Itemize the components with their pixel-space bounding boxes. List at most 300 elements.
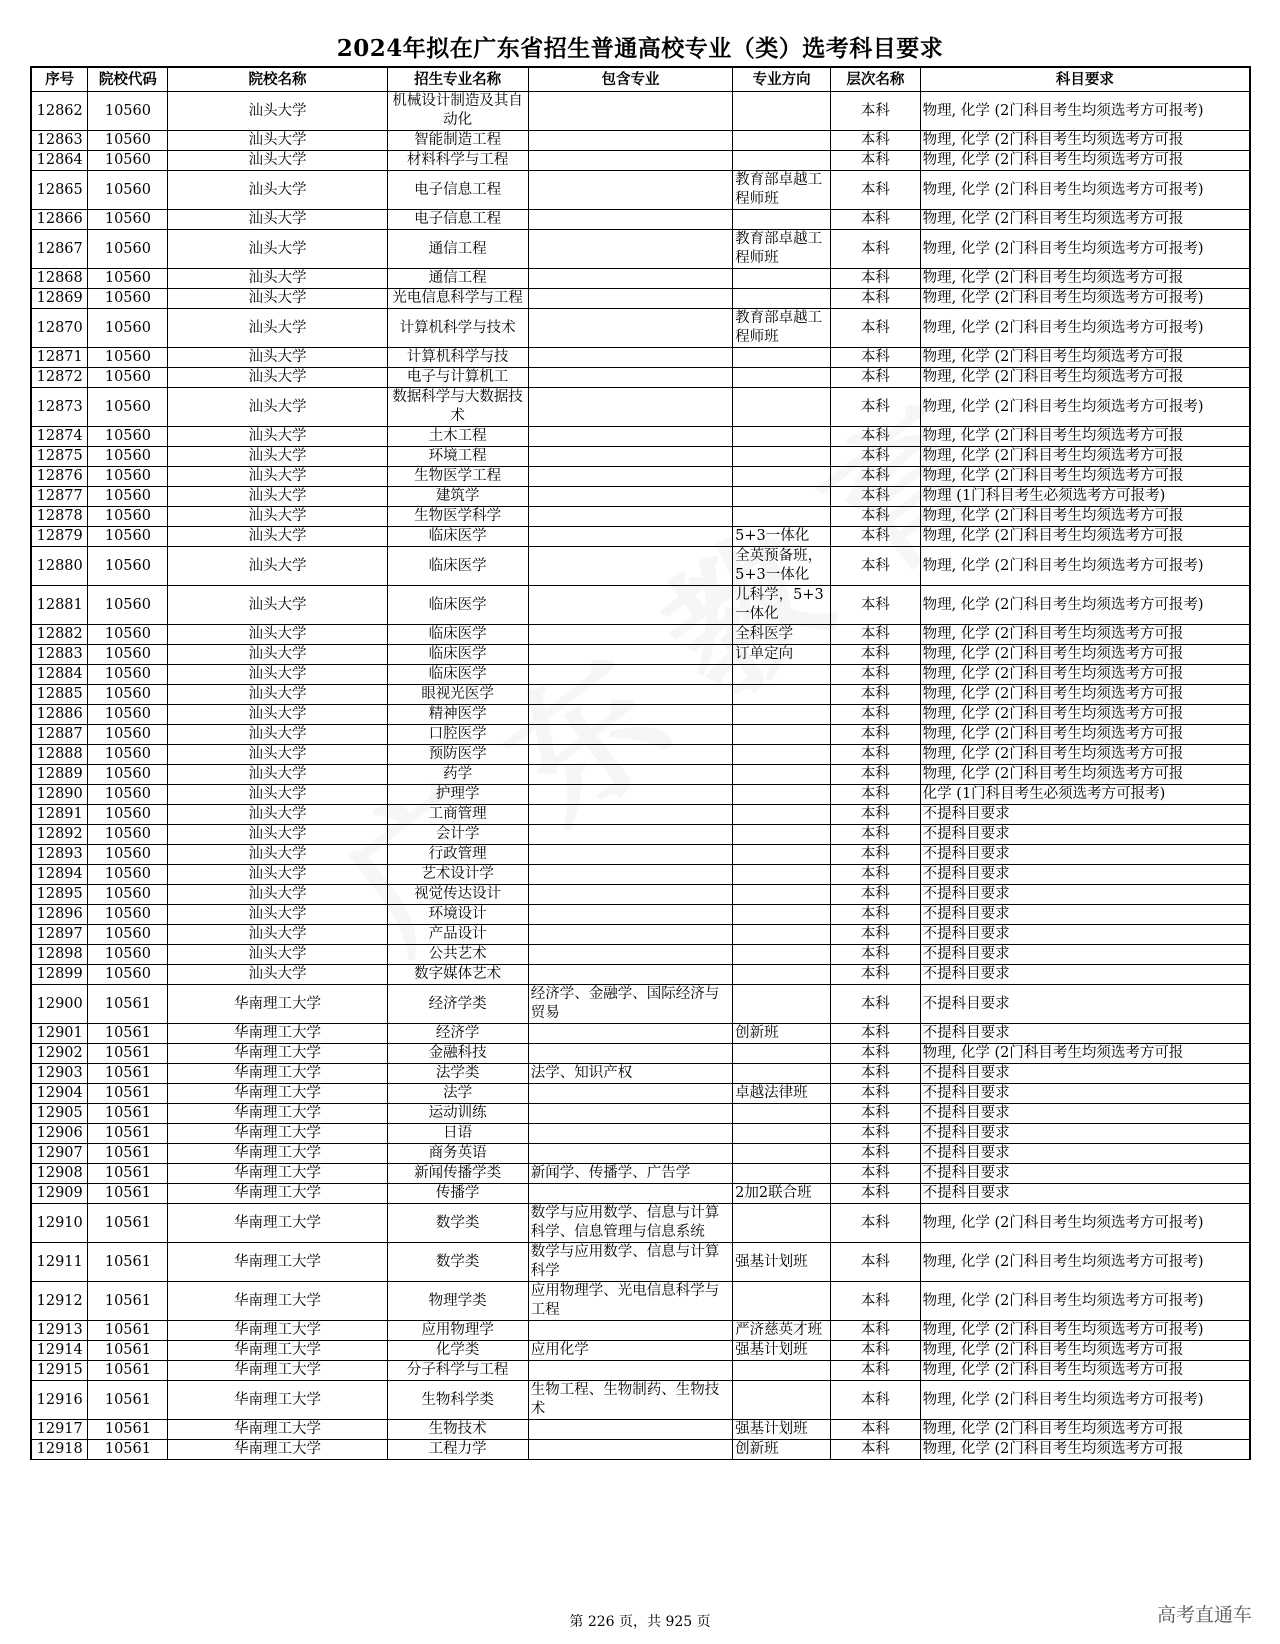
cell-included-majors — [528, 785, 732, 805]
table-row — [31, 131, 1250, 151]
cell-school-code: 10560 — [88, 945, 168, 965]
cell-direction — [733, 467, 831, 487]
table-row — [31, 1144, 1250, 1164]
cell-included-majors — [528, 92, 732, 131]
cell-included-majors — [528, 805, 732, 825]
cell-included-majors: 应用物理学、光电信息科学与工程 — [528, 1282, 732, 1321]
cell-direction: 创新班 — [733, 1024, 831, 1044]
cell-subject-requirement: 物理, 化学 (2门科目考生均须选考方可报 — [920, 625, 1250, 645]
cell-direction — [733, 507, 831, 527]
cell-level: 本科 — [831, 945, 921, 965]
table-row — [31, 467, 1250, 487]
cell-level: 本科 — [831, 925, 921, 945]
cell-direction — [733, 427, 831, 447]
cell-major-name: 传播学 — [387, 1184, 528, 1204]
cell-level: 本科 — [831, 171, 921, 210]
cell-major-name: 环境工程 — [387, 447, 528, 467]
cell-major-name: 临床医学 — [387, 645, 528, 665]
cell-seq: 12911 — [31, 1243, 88, 1282]
cell-level: 本科 — [831, 1164, 921, 1184]
cell-major-name: 公共艺术 — [387, 945, 528, 965]
table-row — [31, 1164, 1250, 1184]
cell-direction — [733, 665, 831, 685]
cell-direction — [733, 965, 831, 985]
cell-school-code: 10560 — [88, 645, 168, 665]
cell-included-majors: 经济学、金融学、国际经济与贸易 — [528, 985, 732, 1024]
cell-school-code: 10560 — [88, 309, 168, 348]
cell-major-name: 口腔医学 — [387, 725, 528, 745]
cell-school-name: 华南理工大学 — [168, 1164, 387, 1184]
cell-seq: 12867 — [31, 230, 88, 269]
cell-school-code: 10561 — [88, 1024, 168, 1044]
cell-seq: 12908 — [31, 1164, 88, 1184]
table-row — [31, 1282, 1250, 1321]
cell-school-name: 华南理工大学 — [168, 1243, 387, 1282]
cell-school-name: 汕头大学 — [168, 625, 387, 645]
cell-school-name: 汕头大学 — [168, 467, 387, 487]
cell-subject-requirement: 不提科目要求 — [920, 885, 1250, 905]
cell-subject-requirement: 不提科目要求 — [920, 925, 1250, 945]
cell-subject-requirement: 物理, 化学 (2门科目考生均须选考方可报 — [920, 131, 1250, 151]
cell-school-code: 10560 — [88, 685, 168, 705]
cell-school-name: 汕头大学 — [168, 487, 387, 507]
table-row — [31, 507, 1250, 527]
cell-school-code: 10560 — [88, 965, 168, 985]
cell-school-code: 10561 — [88, 985, 168, 1024]
table-row — [31, 825, 1250, 845]
cell-major-name: 临床医学 — [387, 665, 528, 685]
cell-subject-requirement: 物理, 化学 (2门科目考生均须选考方可报 — [920, 269, 1250, 289]
cell-level: 本科 — [831, 289, 921, 309]
cell-seq: 12899 — [31, 965, 88, 985]
cell-seq: 12866 — [31, 210, 88, 230]
cell-direction: 5+3一体化 — [733, 527, 831, 547]
cell-level: 本科 — [831, 230, 921, 269]
cell-seq: 12875 — [31, 447, 88, 467]
cell-seq: 12907 — [31, 1144, 88, 1164]
cell-major-name: 数学类 — [387, 1243, 528, 1282]
col-header-level: 层次名称 — [831, 67, 921, 92]
cell-level: 本科 — [831, 885, 921, 905]
cell-subject-requirement: 物理, 化学 (2门科目考生均须选考方可报 — [920, 507, 1250, 527]
cell-included-majors: 法学、知识产权 — [528, 1064, 732, 1084]
cell-level: 本科 — [831, 805, 921, 825]
cell-subject-requirement: 物理, 化学 (2门科目考生均须选考方可报考) — [920, 171, 1250, 210]
cell-level: 本科 — [831, 1124, 921, 1144]
table-body — [31, 92, 1250, 1460]
cell-seq: 12891 — [31, 805, 88, 825]
cell-level: 本科 — [831, 1104, 921, 1124]
cell-school-name: 汕头大学 — [168, 131, 387, 151]
cell-school-code: 10560 — [88, 527, 168, 547]
cell-subject-requirement: 物理, 化学 (2门科目考生均须选考方可报考) — [920, 1321, 1250, 1341]
cell-direction — [733, 1104, 831, 1124]
cell-major-name: 机械设计制造及其自动化 — [387, 92, 528, 131]
cell-seq: 12880 — [31, 547, 88, 586]
cell-school-code: 10561 — [88, 1381, 168, 1420]
cell-major-name: 商务英语 — [387, 1144, 528, 1164]
cell-school-code: 10560 — [88, 625, 168, 645]
cell-direction — [733, 1361, 831, 1381]
cell-major-name: 生物技术 — [387, 1420, 528, 1440]
cell-school-code: 10560 — [88, 805, 168, 825]
cell-school-name: 汕头大学 — [168, 348, 387, 368]
cell-level: 本科 — [831, 467, 921, 487]
cell-included-majors — [528, 1184, 732, 1204]
table-row — [31, 269, 1250, 289]
cell-subject-requirement: 不提科目要求 — [920, 1064, 1250, 1084]
col-header-major-name: 招生专业名称 — [387, 67, 528, 92]
cell-direction: 儿科学，5+3一体化 — [733, 586, 831, 625]
cell-included-majors — [528, 309, 732, 348]
cell-major-name: 化学类 — [387, 1341, 528, 1361]
cell-major-name: 土木工程 — [387, 427, 528, 447]
cell-level: 本科 — [831, 1044, 921, 1064]
cell-subject-requirement: 物理, 化学 (2门科目考生均须选考方可报 — [920, 1044, 1250, 1064]
table-row — [31, 1084, 1250, 1104]
cell-major-name: 材料科学与工程 — [387, 151, 528, 171]
cell-seq: 12898 — [31, 945, 88, 965]
table-row — [31, 527, 1250, 547]
cell-school-code: 10560 — [88, 348, 168, 368]
cell-seq: 12871 — [31, 348, 88, 368]
cell-school-code: 10561 — [88, 1044, 168, 1064]
cell-school-code: 10561 — [88, 1243, 168, 1282]
cell-major-name: 电子信息工程 — [387, 171, 528, 210]
cell-school-name: 汕头大学 — [168, 447, 387, 467]
cell-school-code: 10560 — [88, 845, 168, 865]
table-row — [31, 785, 1250, 805]
cell-major-name: 精神医学 — [387, 705, 528, 725]
cell-seq: 12886 — [31, 705, 88, 725]
col-header-included-majors: 包含专业 — [528, 67, 732, 92]
cell-seq: 12887 — [31, 725, 88, 745]
cell-level: 本科 — [831, 1440, 921, 1460]
cell-school-name: 汕头大学 — [168, 765, 387, 785]
col-header-school-name: 院校名称 — [168, 67, 387, 92]
cell-school-name: 汕头大学 — [168, 825, 387, 845]
cell-school-name: 汕头大学 — [168, 645, 387, 665]
cell-school-name: 汕头大学 — [168, 845, 387, 865]
cell-included-majors — [528, 586, 732, 625]
cell-major-name: 分子科学与工程 — [387, 1361, 528, 1381]
cell-direction: 全科医学 — [733, 625, 831, 645]
cell-school-name: 华南理工大学 — [168, 1282, 387, 1321]
cell-subject-requirement: 物理, 化学 (2门科目考生均须选考方可报 — [920, 348, 1250, 368]
cell-subject-requirement: 不提科目要求 — [920, 1124, 1250, 1144]
cell-included-majors — [528, 685, 732, 705]
cell-school-code: 10560 — [88, 210, 168, 230]
cell-included-majors — [528, 1321, 732, 1341]
cell-major-name: 计算机科学与技术 — [387, 309, 528, 348]
cell-school-code: 10560 — [88, 825, 168, 845]
table-row — [31, 230, 1250, 269]
cell-direction: 2加2联合班 — [733, 1184, 831, 1204]
cell-level: 本科 — [831, 210, 921, 230]
cell-subject-requirement: 不提科目要求 — [920, 865, 1250, 885]
cell-direction: 全英预备班，5+3一体化 — [733, 547, 831, 586]
cell-level: 本科 — [831, 527, 921, 547]
cell-major-name: 眼视光医学 — [387, 685, 528, 705]
cell-level: 本科 — [831, 745, 921, 765]
cell-major-name: 通信工程 — [387, 269, 528, 289]
cell-direction: 强基计划班 — [733, 1341, 831, 1361]
cell-included-majors — [528, 945, 732, 965]
cell-subject-requirement: 不提科目要求 — [920, 1184, 1250, 1204]
cell-direction — [733, 925, 831, 945]
cell-subject-requirement: 物理, 化学 (2门科目考生均须选考方可报 — [920, 368, 1250, 388]
table-row — [31, 1104, 1250, 1124]
cell-direction — [733, 985, 831, 1024]
cell-school-code: 10560 — [88, 905, 168, 925]
cell-seq: 12897 — [31, 925, 88, 945]
cell-included-majors — [528, 965, 732, 985]
cell-seq: 12878 — [31, 507, 88, 527]
cell-major-name: 生物医学科学 — [387, 507, 528, 527]
cell-level: 本科 — [831, 685, 921, 705]
col-header-school-code: 院校代码 — [88, 67, 168, 92]
cell-major-name: 法学类 — [387, 1064, 528, 1084]
table-row — [31, 705, 1250, 725]
cell-school-code: 10560 — [88, 785, 168, 805]
cell-included-majors — [528, 645, 732, 665]
cell-school-code: 10561 — [88, 1341, 168, 1361]
table-row — [31, 685, 1250, 705]
cell-school-name: 汕头大学 — [168, 905, 387, 925]
cell-school-name: 汕头大学 — [168, 269, 387, 289]
cell-level: 本科 — [831, 1064, 921, 1084]
cell-direction — [733, 1144, 831, 1164]
cell-major-name: 数学类 — [387, 1204, 528, 1243]
cell-level: 本科 — [831, 507, 921, 527]
cell-school-code: 10560 — [88, 388, 168, 427]
cell-subject-requirement: 物理, 化学 (2门科目考生均须选考方可报考) — [920, 1282, 1250, 1321]
cell-major-name: 经济学类 — [387, 985, 528, 1024]
cell-school-code: 10561 — [88, 1321, 168, 1341]
cell-school-code: 10561 — [88, 1184, 168, 1204]
cell-seq: 12873 — [31, 388, 88, 427]
page-title: 2024年拟在广东省招生普通高校专业（类）选考科目要求 — [336, 35, 944, 62]
cell-subject-requirement: 物理, 化学 (2门科目考生均须选考方可报考) — [920, 586, 1250, 625]
cell-included-majors — [528, 487, 732, 507]
cell-subject-requirement: 物理, 化学 (2门科目考生均须选考方可报 — [920, 151, 1250, 171]
cell-seq: 12885 — [31, 685, 88, 705]
cell-major-name: 视觉传达设计 — [387, 885, 528, 905]
cell-level: 本科 — [831, 1420, 921, 1440]
cell-major-name: 应用物理学 — [387, 1321, 528, 1341]
cell-major-name: 会计学 — [387, 825, 528, 845]
cell-school-code: 10561 — [88, 1124, 168, 1144]
cell-included-majors — [528, 131, 732, 151]
cell-level: 本科 — [831, 348, 921, 368]
cell-major-name: 建筑学 — [387, 487, 528, 507]
cell-major-name: 通信工程 — [387, 230, 528, 269]
cell-seq: 12881 — [31, 586, 88, 625]
table-row — [31, 625, 1250, 645]
cell-seq: 12916 — [31, 1381, 88, 1420]
cell-subject-requirement: 不提科目要求 — [920, 845, 1250, 865]
cell-direction — [733, 210, 831, 230]
cell-subject-requirement: 物理, 化学 (2门科目考生均须选考方可报 — [920, 705, 1250, 725]
cell-subject-requirement: 物理, 化学 (2门科目考生均须选考方可报 — [920, 1361, 1250, 1381]
cell-seq: 12912 — [31, 1282, 88, 1321]
cell-subject-requirement: 物理, 化学 (2门科目考生均须选考方可报考) — [920, 547, 1250, 586]
cell-seq: 12894 — [31, 865, 88, 885]
cell-school-name: 汕头大学 — [168, 171, 387, 210]
cell-major-name: 智能制造工程 — [387, 131, 528, 151]
table-row — [31, 368, 1250, 388]
table-row — [31, 965, 1250, 985]
cell-level: 本科 — [831, 547, 921, 586]
cell-direction: 教育部卓越工程师班 — [733, 171, 831, 210]
table-row — [31, 92, 1250, 131]
cell-level: 本科 — [831, 645, 921, 665]
cell-major-name: 产品设计 — [387, 925, 528, 945]
cell-subject-requirement: 物理, 化学 (2门科目考生均须选考方可报考) — [920, 289, 1250, 309]
cell-included-majors: 生物工程、生物制药、生物技术 — [528, 1381, 732, 1420]
cell-included-majors — [528, 507, 732, 527]
cell-direction — [733, 131, 831, 151]
cell-included-majors — [528, 1084, 732, 1104]
cell-school-name: 汕头大学 — [168, 945, 387, 965]
cell-major-name: 护理学 — [387, 785, 528, 805]
cell-level: 本科 — [831, 845, 921, 865]
cell-included-majors — [528, 210, 732, 230]
cell-level: 本科 — [831, 705, 921, 725]
cell-subject-requirement: 物理, 化学 (2门科目考生均须选考方可报 — [920, 665, 1250, 685]
cell-level: 本科 — [831, 985, 921, 1024]
cell-school-code: 10560 — [88, 447, 168, 467]
cell-major-name: 数据科学与大数据技术 — [387, 388, 528, 427]
cell-level: 本科 — [831, 1024, 921, 1044]
cell-direction: 卓越法律班 — [733, 1084, 831, 1104]
cell-school-name: 华南理工大学 — [168, 1084, 387, 1104]
cell-level: 本科 — [831, 92, 921, 131]
table-row — [31, 348, 1250, 368]
table-row — [31, 309, 1250, 348]
cell-major-name: 艺术设计学 — [387, 865, 528, 885]
cell-subject-requirement: 物理, 化学 (2门科目考生均须选考方可报 — [920, 427, 1250, 447]
table-row — [31, 171, 1250, 210]
cell-school-code: 10560 — [88, 487, 168, 507]
cell-seq: 12865 — [31, 171, 88, 210]
cell-level: 本科 — [831, 487, 921, 507]
cell-included-majors: 新闻学、传播学、广告学 — [528, 1164, 732, 1184]
cell-school-name: 汕头大学 — [168, 427, 387, 447]
cell-direction: 教育部卓越工程师班 — [733, 230, 831, 269]
cell-included-majors: 数学与应用数学、信息与计算科学、信息管理与信息系统 — [528, 1204, 732, 1243]
cell-major-name: 工程力学 — [387, 1440, 528, 1460]
cell-school-code: 10560 — [88, 705, 168, 725]
cell-direction: 创新班 — [733, 1440, 831, 1460]
cell-subject-requirement: 物理, 化学 (2门科目考生均须选考方可报 — [920, 745, 1250, 765]
cell-school-name: 华南理工大学 — [168, 1381, 387, 1420]
cell-subject-requirement: 不提科目要求 — [920, 1104, 1250, 1124]
cell-subject-requirement: 不提科目要求 — [920, 1084, 1250, 1104]
cell-major-name: 光电信息科学与工程 — [387, 289, 528, 309]
cell-seq: 12918 — [31, 1440, 88, 1460]
cell-included-majors — [528, 368, 732, 388]
cell-major-name: 数字媒体艺术 — [387, 965, 528, 985]
cell-subject-requirement: 物理, 化学 (2门科目考生均须选考方可报 — [920, 467, 1250, 487]
cell-direction — [733, 805, 831, 825]
cell-subject-requirement: 物理, 化学 (2门科目考生均须选考方可报 — [920, 725, 1250, 745]
cell-level: 本科 — [831, 1321, 921, 1341]
cell-major-name: 新闻传播学类 — [387, 1164, 528, 1184]
cell-school-name: 华南理工大学 — [168, 985, 387, 1024]
col-header-direction: 专业方向 — [733, 67, 831, 92]
cell-included-majors — [528, 1144, 732, 1164]
cell-included-majors — [528, 467, 732, 487]
cell-major-name: 临床医学 — [387, 586, 528, 625]
table-row — [31, 1184, 1250, 1204]
cell-direction — [733, 945, 831, 965]
cell-level: 本科 — [831, 1341, 921, 1361]
cell-school-code: 10560 — [88, 92, 168, 131]
table-row — [31, 905, 1250, 925]
table-row — [31, 885, 1250, 905]
cell-subject-requirement: 物理, 化学 (2门科目考生均须选考方可报 — [920, 645, 1250, 665]
cell-level: 本科 — [831, 765, 921, 785]
cell-school-code: 10561 — [88, 1064, 168, 1084]
cell-subject-requirement: 物理, 化学 (2门科目考生均须选考方可报考) — [920, 230, 1250, 269]
cell-seq: 12876 — [31, 467, 88, 487]
cell-direction — [733, 92, 831, 131]
cell-major-name: 物理学类 — [387, 1282, 528, 1321]
cell-subject-requirement: 不提科目要求 — [920, 805, 1250, 825]
cell-school-code: 10560 — [88, 507, 168, 527]
cell-included-majors — [528, 905, 732, 925]
table-row — [31, 765, 1250, 785]
cell-seq: 12914 — [31, 1341, 88, 1361]
cell-seq: 12904 — [31, 1084, 88, 1104]
col-header-seq: 序号 — [31, 67, 88, 92]
cell-included-majors — [528, 885, 732, 905]
cell-level: 本科 — [831, 1243, 921, 1282]
cell-school-name: 汕头大学 — [168, 805, 387, 825]
cell-level: 本科 — [831, 965, 921, 985]
cell-major-name: 预防医学 — [387, 745, 528, 765]
cell-included-majors — [528, 925, 732, 945]
cell-direction — [733, 785, 831, 805]
cell-direction — [733, 825, 831, 845]
cell-seq: 12888 — [31, 745, 88, 765]
table-row — [31, 665, 1250, 685]
table-row — [31, 210, 1250, 230]
cell-included-majors — [528, 1361, 732, 1381]
cell-seq: 12906 — [31, 1124, 88, 1144]
cell-subject-requirement: 物理, 化学 (2门科目考生均须选考方可报 — [920, 447, 1250, 467]
cell-school-name: 华南理工大学 — [168, 1104, 387, 1124]
cell-school-code: 10560 — [88, 547, 168, 586]
cell-school-code: 10560 — [88, 289, 168, 309]
cell-school-name: 汕头大学 — [168, 925, 387, 945]
cell-level: 本科 — [831, 586, 921, 625]
table-row — [31, 1243, 1250, 1282]
cell-level: 本科 — [831, 151, 921, 171]
cell-level: 本科 — [831, 269, 921, 289]
cell-level: 本科 — [831, 388, 921, 427]
cell-subject-requirement: 不提科目要求 — [920, 965, 1250, 985]
cell-major-name: 计算机科学与技 — [387, 348, 528, 368]
cell-level: 本科 — [831, 1144, 921, 1164]
table-row — [31, 447, 1250, 467]
cell-school-name: 汕头大学 — [168, 388, 387, 427]
cell-level: 本科 — [831, 865, 921, 885]
cell-direction: 强基计划班 — [733, 1243, 831, 1282]
cell-included-majors — [528, 230, 732, 269]
cell-included-majors: 应用化学 — [528, 1341, 732, 1361]
